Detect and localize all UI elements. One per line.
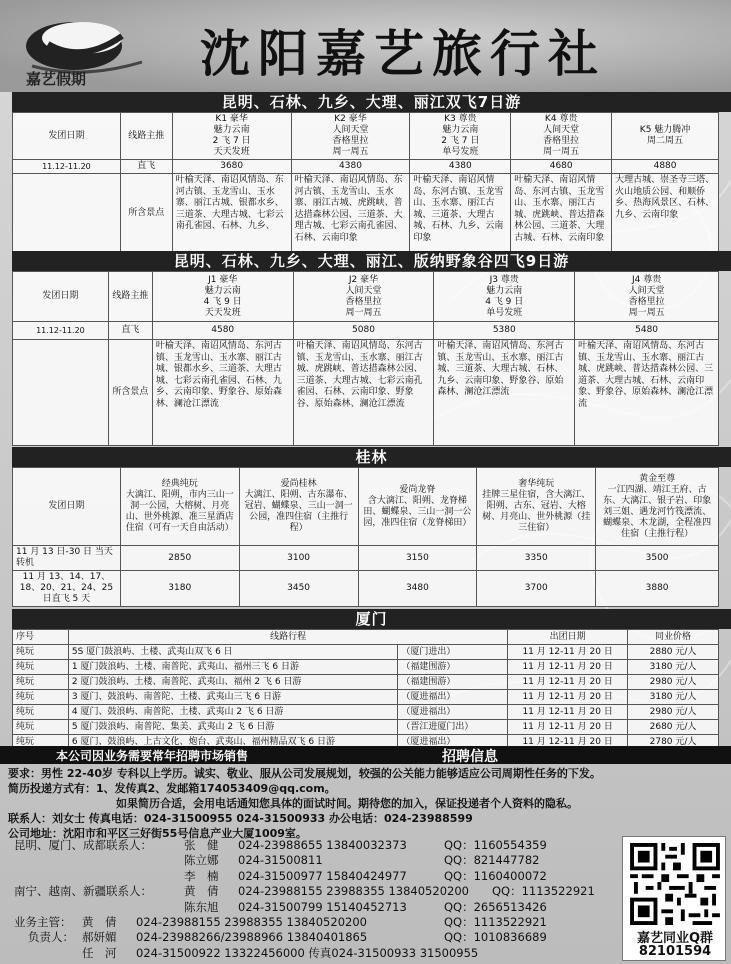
table-row: [13, 660, 719, 675]
contact-qq: QQ：1113522921: [492, 884, 595, 899]
yunnan7-banner: 昆明、石林、九乡、大理、丽江双飞7日游: [12, 92, 731, 112]
route-cell: 4 厦门、鼓浪屿、南普陀、土楼、武夷山 2 飞 6 日游: [68, 705, 397, 720]
contact-phone: 024-23988655 13840032373: [238, 838, 407, 852]
contact-name: 黄 倩: [82, 914, 117, 929]
price-row: [13, 546, 719, 571]
qr-label: 嘉艺同业Q群: [636, 931, 714, 946]
product-cell: K5 魅力腾冲 周二周五: [612, 113, 719, 160]
price-cell: 4580: [152, 322, 293, 340]
price-cell: 4380: [410, 160, 511, 174]
recruit-note: 如果简历合适，会用电话通知您具体的面试时间。期待您的加入，保证投递者个人资料的隐私。: [116, 797, 578, 810]
route-cell: 5S 厦门鼓浪屿、土楼、武夷山双飞 6 日: [68, 645, 397, 660]
spots-row: [13, 340, 719, 446]
header-date: 出团日期: [508, 630, 628, 645]
price-cell: 2680 元/人: [628, 720, 719, 735]
spots-cell: 叶榆天泽、南诏风情岛、东河古镇、玉龙雪山、玉水寨、丽江古城、虎跳峡、普达措森林公园、三道茶、大理古城、石林、云南印象: [511, 174, 612, 254]
mode-cell: 直飞: [108, 322, 152, 340]
recruit-banner: [0, 746, 731, 764]
price-cell: 3180 元/人: [628, 660, 719, 675]
price-row: [13, 571, 719, 607]
route-cell: 5 厦门鼓浪屿、南普陀、集美、武夷山 2 飞 6 日游: [68, 720, 397, 735]
route-cell: 2 厦门鼓浪屿、土楼、南普陀、武夷山、福州 2 飞 6 日游: [68, 675, 397, 690]
contact-name: 任 河: [82, 945, 117, 960]
date-cell: 11 月 12-11 月 20 日: [508, 645, 628, 660]
type-cell: 纯玩: [13, 720, 69, 735]
contact-qq: QQ：1113522921: [444, 914, 547, 929]
header-date: 发团日期: [13, 468, 121, 546]
product-cell: 经典纯玩 大漓江、阳朔，市内三山一洞一公园，大榕树、月亮山、世外桃源、准三星酒店住宿（可有一天自由活动）: [120, 468, 239, 546]
note-cell: （晋江进厦门出）: [398, 720, 508, 735]
spots-label: 所含景点: [120, 174, 172, 254]
qr-code-panel: [622, 836, 726, 961]
contact-name: 郝妍媚: [82, 930, 117, 945]
route-cell: 3 厦门、鼓浪屿、南普陀、土楼、武夷山三飞 6 日游: [68, 690, 397, 705]
contact-name: 黄 倩: [184, 884, 219, 899]
header-index: 序号: [13, 630, 69, 645]
product-cell: 奢华纯玩 挂牌三星住宿，含大漓江、阳朔、古东、冠岩、大榕树、月亮山、世外桃源（挂三住宿）: [477, 468, 596, 546]
spots-empty: [13, 174, 121, 254]
contact-region: 南宁、越南、新疆联系人：: [14, 884, 152, 899]
price-cell: 4880: [612, 160, 719, 174]
header: [0, 0, 731, 92]
mode-cell: 直飞: [120, 160, 172, 174]
price-cell: 3100: [239, 546, 358, 571]
contact-qq: QQ：2656513426: [444, 899, 547, 914]
product-cell: K3 尊贵 魅力云南 2 飞 7 日 单号发班: [410, 113, 511, 160]
product-cell: J3 尊贵 魅力云南 4 飞 9 日 单号发班: [434, 272, 575, 322]
recruit-contact: 联系人：刘女士 传真电话：024-31500955 024-31500933 办公电话：024-23988599: [8, 812, 473, 825]
header-route: 线路主推: [120, 113, 172, 160]
product-cell: K2 豪华 人间天堂 香格里拉 周一周五: [291, 113, 410, 160]
date-cell: 11 月 12-11 月 20 日: [508, 675, 628, 690]
product-cell: J4 尊贵 人间天堂 香格里拉 周一周五: [575, 272, 719, 322]
guilin-table: [12, 467, 719, 607]
spots-cell: 叶榆天泽、南诏风情岛、东河古镇、玉龙雪山、玉水寨、丽江古城、银都水乡、三道茶、大理古城、七彩云南孔雀园、石林、九乡、云南印象、野象谷、原始森林、澜沧江漂流: [152, 340, 293, 446]
price-cell: 3180: [120, 571, 239, 607]
yunnan9-banner: 昆明、石林、九乡、大理、丽江、版纳野象谷四飞9日游: [12, 251, 731, 271]
route-cell: 6 厦门、鼓浪屿、上古文化、炮台、武夷山、福州精品双飞 6 日游: [68, 735, 397, 750]
price-cell: 3680: [172, 160, 291, 174]
price-cell: 2980 元/人: [628, 705, 719, 720]
type-cell: 纯玩: [13, 660, 69, 675]
contact-row: [14, 838, 624, 853]
contact-phone: 024-31500811: [238, 853, 323, 868]
contact-phone: 024-31500799 15140452713: [238, 899, 407, 914]
contact-phone: 024-23988155 23988355 13840520200: [238, 884, 469, 899]
date-cell: 11 月 12-11 月 20 日: [508, 660, 628, 675]
price-cell: 4680: [511, 160, 612, 174]
contact-phone: 024-31500977 15840424977: [238, 868, 407, 883]
contact-row: [14, 869, 624, 884]
header-date: 发团日期: [13, 113, 121, 160]
contact-qq: QQ：1160400072: [444, 868, 547, 883]
xiamen-table: [12, 629, 719, 750]
date-cell: 11 月 13、14、17、18、20、21、24、25 日直飞 5 天: [13, 571, 121, 607]
price-cell: 5480: [575, 322, 719, 340]
recruit-requirements: 要求：男性 22-40岁 专科以上学历。诚实、敬业、服从公司发展规划，较强的公关能力能够适应公司周期性任务的下发。: [8, 767, 601, 780]
type-cell: 纯玩: [13, 675, 69, 690]
price-cell: 3350: [477, 546, 596, 571]
price-cell: 3480: [358, 571, 477, 607]
qr-group-number: 82101594: [638, 944, 712, 959]
table-header-row: [13, 630, 719, 645]
spots-cell: 叶榆天泽、南诏风情岛、东河古镇、玉龙雪山、玉水寨、丽江古城、三道茶、大理古城、石林、九乡、云南印象: [410, 174, 511, 254]
price-row: [13, 322, 719, 340]
table-row: [13, 705, 719, 720]
spots-cell: 叶榆天泽、南诏风情岛、东河古镇、玉龙雪山、玉水寨、丽江古城、虎跳峡、普达措森林公园、三道茶、大理古城、石林、云南印象、野象谷、原始森林、澜沧江漂流: [575, 340, 719, 446]
spots-cell: 叶榆天泽、南诏风情岛、东河古镇、玉龙雪山、玉水寨、丽江古城、银都水乡、三道茶、大理古城、七彩云南孔雀园、石林、九乡、: [172, 174, 291, 254]
price-cell: 3450: [239, 571, 358, 607]
spots-cell: 叶榆天泽、南诏风情岛、东河古镇、玉龙雪山、玉水寨、丽江古城、三道茶、大理古城、石林、九乡、云南印象、野象谷、原始森林、澜沧江漂流: [434, 340, 575, 446]
price-cell: 2780 元/人: [628, 735, 719, 750]
table-header-row: [13, 468, 719, 546]
price-cell: 3180 元/人: [628, 690, 719, 705]
contact-row: [14, 900, 624, 915]
spots-cell: 叶榆天泽、南诏风情岛、东河古镇、玉龙雪山、玉水寨、丽江古城、虎跳峡、普达措森林公园、三道茶、大理古城、七彩云南孔雀园、石林、云南印象、野象谷、原始森林、澜沧江漂流: [293, 340, 434, 446]
table-row: [13, 675, 719, 690]
date-cell: 11 月 12-11 月 20 日: [508, 690, 628, 705]
product-cell: K4 尊贵 人间天堂 香格里拉 周一周五: [511, 113, 612, 160]
type-cell: 纯玩: [13, 705, 69, 720]
note-cell: （厦进福出）: [398, 690, 508, 705]
price-cell: 3700: [477, 571, 596, 607]
contact-region: 业务主管：: [14, 914, 72, 929]
spots-label: 所含景点: [108, 340, 152, 446]
contact-name: 李 楠: [184, 868, 219, 883]
date-cell: 11 月 12-11 月 20 日: [508, 735, 628, 750]
yunnan9-table: [12, 271, 719, 446]
company-name: 沈阳嘉艺旅行社: [200, 24, 606, 83]
contact-region: 昆明、厦门、成都联系人：: [14, 838, 152, 852]
price-cell: 2850: [120, 546, 239, 571]
contact-qq: QQ：1010836689: [444, 930, 547, 945]
contact-row: [14, 915, 624, 930]
price-cell: 4380: [291, 160, 410, 174]
qr-code-icon: [629, 843, 721, 925]
header-date: 发团日期: [13, 272, 109, 322]
price-cell: 2880 元/人: [628, 645, 719, 660]
spots-empty: [13, 340, 109, 446]
table-row: [13, 720, 719, 735]
contact-row: [14, 853, 624, 868]
header-price: 同业价格: [628, 630, 719, 645]
route-cell: 1 厦门鼓浪屿、土楼、南普陀、武夷山、福州三飞 6 日游: [68, 660, 397, 675]
price-cell: 3880: [596, 571, 719, 607]
price-cell: 5080: [293, 322, 434, 340]
logo-text: 嘉艺假期: [26, 70, 87, 88]
contact-row: [14, 884, 624, 899]
yunnan7-table: [12, 112, 719, 254]
note-cell: （福建围游）: [398, 660, 508, 675]
date-cell: 11 月 13 日-30 日 当天转机: [13, 546, 121, 571]
table-header-row: [13, 113, 719, 160]
xiamen-banner: 厦门: [12, 609, 731, 629]
table-header-row: [13, 272, 719, 322]
header-route: 线路行程: [68, 630, 507, 645]
product-cell: 爱尚龙脊 含大漓江、阳朔、龙脊梯田、蝴蝶泉、三山一洞一公园，准四住宿（龙脊梯田）: [358, 468, 477, 546]
table-row: [13, 645, 719, 660]
table-row: [13, 690, 719, 705]
price-cell: 2980 元/人: [628, 675, 719, 690]
recruit-address: 公司地址：沈阳市和平区三好街55号信息产业大厦1009室。: [8, 827, 307, 840]
contact-name: 陈立娜: [184, 853, 219, 868]
date-cell: 11.12-11.20: [13, 322, 109, 340]
note-cell: （厦进福出）: [398, 735, 508, 750]
contact-qq: QQ：821447782: [444, 853, 540, 868]
type-cell: 纯玩: [13, 690, 69, 705]
date-cell: 11 月 12-11 月 20 日: [508, 705, 628, 720]
date-cell: 11.12-11.20: [13, 160, 121, 174]
price-cell: 5380: [434, 322, 575, 340]
guilin-banner: 桂林: [12, 447, 731, 467]
type-cell: 纯玩: [13, 735, 69, 750]
product-cell: 爱尚桂林 大漓江、阳朔、古东瀑布、冠岩、蝴蝶泉、三山一洞一公园，准四住宿（主推行程）: [239, 468, 358, 546]
price-row: [13, 160, 719, 174]
contacts-list: [14, 838, 624, 961]
recruit-info: [8, 766, 731, 841]
type-cell: 纯玩: [13, 645, 69, 660]
contact-phone: 024-31500922 13322456000 传真024-31500933 31500955: [136, 945, 479, 960]
product-cell: K1 豪华 魅力云南 2 飞 7 日 天天发班: [172, 113, 291, 160]
product-cell: J2 豪华 人间天堂 香格里拉 周一周五: [293, 272, 434, 322]
date-cell: 11 月 12-11 月 20 日: [508, 720, 628, 735]
product-cell: J1 豪华 魅力云南 4 飞 9 日 天天发班: [152, 272, 293, 322]
contact-phone: 024-23988266/23988966 13840401865: [136, 930, 368, 945]
header-route: 线路主推: [108, 272, 152, 322]
contact-name: 张 健: [184, 838, 219, 852]
product-cell: 黄金至尊 一江四湖、靖江王府、古东、大漓江、银子岩、印象刘三姐、遇龙河竹筏漂流、蝴蝶泉、木龙湖，全程准四住宿（主推行程）: [596, 468, 719, 546]
spots-cell: 叶榆天泽、南诏风情岛、东河古镇、玉龙雪山、玉水寨、丽江古城、虎跳峡、普达措森林公园、三道茶、大理古城、七彩云南孔雀园、石林、云南印象: [291, 174, 410, 254]
note-cell: （厦进福出）: [398, 705, 508, 720]
spots-row: [13, 174, 719, 254]
price-cell: 3500: [596, 546, 719, 571]
note-cell: （福建围游）: [398, 675, 508, 690]
price-cell: 3150: [358, 546, 477, 571]
contact-row: [14, 930, 624, 945]
recruit-banner-right: 招聘信息: [442, 749, 498, 765]
contact-phone: 024-23988155 23988355 13840520200: [136, 914, 367, 929]
contact-qq: QQ：1160554359: [444, 838, 547, 852]
recruit-banner-left: 本公司因业务需要常年招聘市场销售: [56, 749, 249, 763]
recruit-submit: 简历投递方式有：1、发传真2、发邮箱174053409@qq.com。: [8, 782, 336, 795]
note-cell: （厦门进出）: [398, 645, 508, 660]
contact-row: [14, 946, 624, 961]
spots-cell: 大理古城、崇圣寺三塔、火山地质公园、和顺侨乡、热海风景区、石林、九乡、云南印象: [612, 174, 719, 254]
contact-name: 陈东旭: [184, 899, 219, 914]
contact-region: 负责人：: [28, 930, 74, 945]
